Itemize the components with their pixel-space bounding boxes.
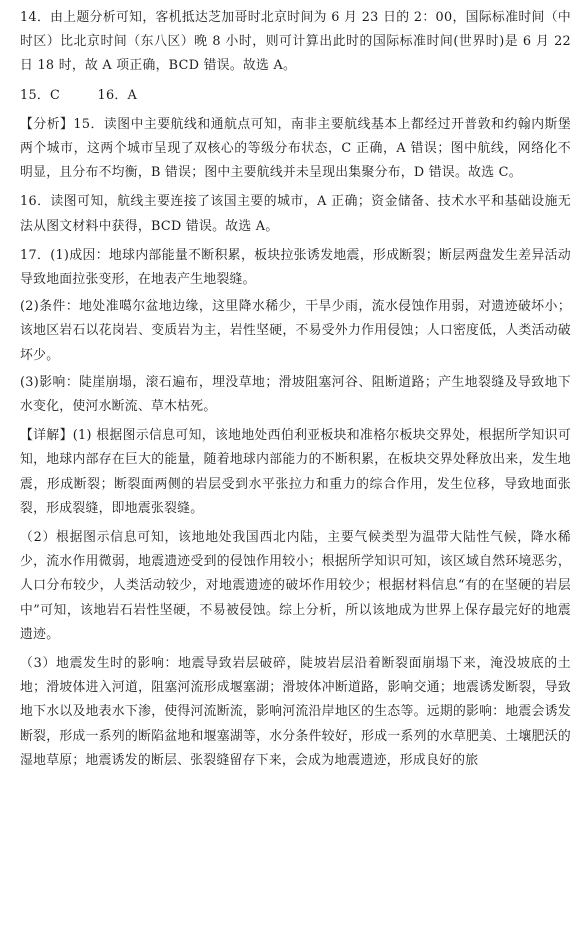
detail-17-part2: （2）根据图示信息可知，该地地处我国西北内陆，主要气候类型为温带大陆性气候，降水稀少，流水作用微弱，地震遗迹受到的侵蚀作用较小；根据所学知识可知，该区域自然环境恶劣，人口分布较少，人类活动较少，对地震遗迹的破坏作用较少；根据材料信息“有的在坚硬的岩层中”可知，该地岩石岩性坚硬，不易被侵蚀。综上分析，所以该地成为世界上保存最完好的地震遗迹。 (20, 530, 571, 642)
analysis-15: 【分析】15．读图中主要航线和通航点可知，南非主要航线基本上都经过开普敦和约翰内斯堡两个城市，这两个城市呈现了双核心的等级分布状态，C 正确，A 错误；图中航线，网络化不明显，且分布不均衡，B 错误；图中主要航线并未呈现出集聚分布，D 错误。故选 C。 (20, 116, 571, 181)
answer-17-conditions: (2)条件：地处准噶尔盆地边缘，这里降水稀少，干旱少雨，流水侵蚀作用弱，对遗迹破坏小；该地区岩石以花岗岩、变质岩为主，岩性坚硬，不易受外力作用侵蚀；人口密度低，人类活动破坏少。 (20, 299, 571, 363)
answers-15-16: 15．C 16．A (20, 87, 138, 103)
detail-17-part1: 【详解】(1) 根据图示信息可知，该地地处西伯利亚板块和准格尔板块交界处，根据所学知识可知，地球内部存在巨大的能量，随着地球内部能力的不断积累，在板块交界处释放出来，发生地震，形成断裂；断裂面两侧的岩层受到水平张拉力和重力的综合作用，发生位移，导致地面张裂，形成裂缝，即地震张裂缝。 (20, 428, 571, 516)
answer-17-impacts: (3)影响：陡崖崩塌，滚石遍布，埋没草地；滑坡阻塞河谷、阻断道路；产生地裂缝及导致地下水变化，使河水断流、草木枯死。 (20, 374, 571, 415)
answer-14-explanation: 14．由上题分析可知，客机抵达芝加哥时北京时间为 6 月 23 日的 2：00，国际标准时间（中时区）比北京时间（东八区）晚 8 小时，则可计算出此时的国际标准时间(世界时)是 6 月 22 日 18 时，故 A 项正确，BCD 错误。故选 A。 (20, 10, 571, 74)
answer-17-cause: 17．(1)成因：地球内部能量不断积累，板块拉张诱发地震，形成断裂；断层两盘发生差异活动导致地面拉张变形，在地表产生地裂缝。 (20, 247, 571, 288)
detail-17-part3: （3）地震发生时的影响：地震导致岩层破碎，陡坡岩层沿着断裂面崩塌下来，淹没坡底的土地；滑坡体进入河道，阻塞河流形成堰塞湖；滑坡体冲断道路，影响交通；地震诱发断裂，导致地下水以及地表水下渗，使得河流断流，影响河流沿岸地区的生态等。远期的影响：地震会诱发断裂，形成一系列的断陷盆地和堰塞湖等，水分条件较好，形成一系列的水草肥美、土壤肥沃的湿地草原；地震诱发的断层、张裂缝留存下来，会成为地震遗迹，形成良好的旅 (20, 656, 571, 768)
analysis-16: 16．读图可知，航线主要连接了该国主要的城市，A 正确；资金储备、技术水平和基础设施无法从图文材料中获得，BCD 错误。故选 A。 (20, 194, 571, 234)
